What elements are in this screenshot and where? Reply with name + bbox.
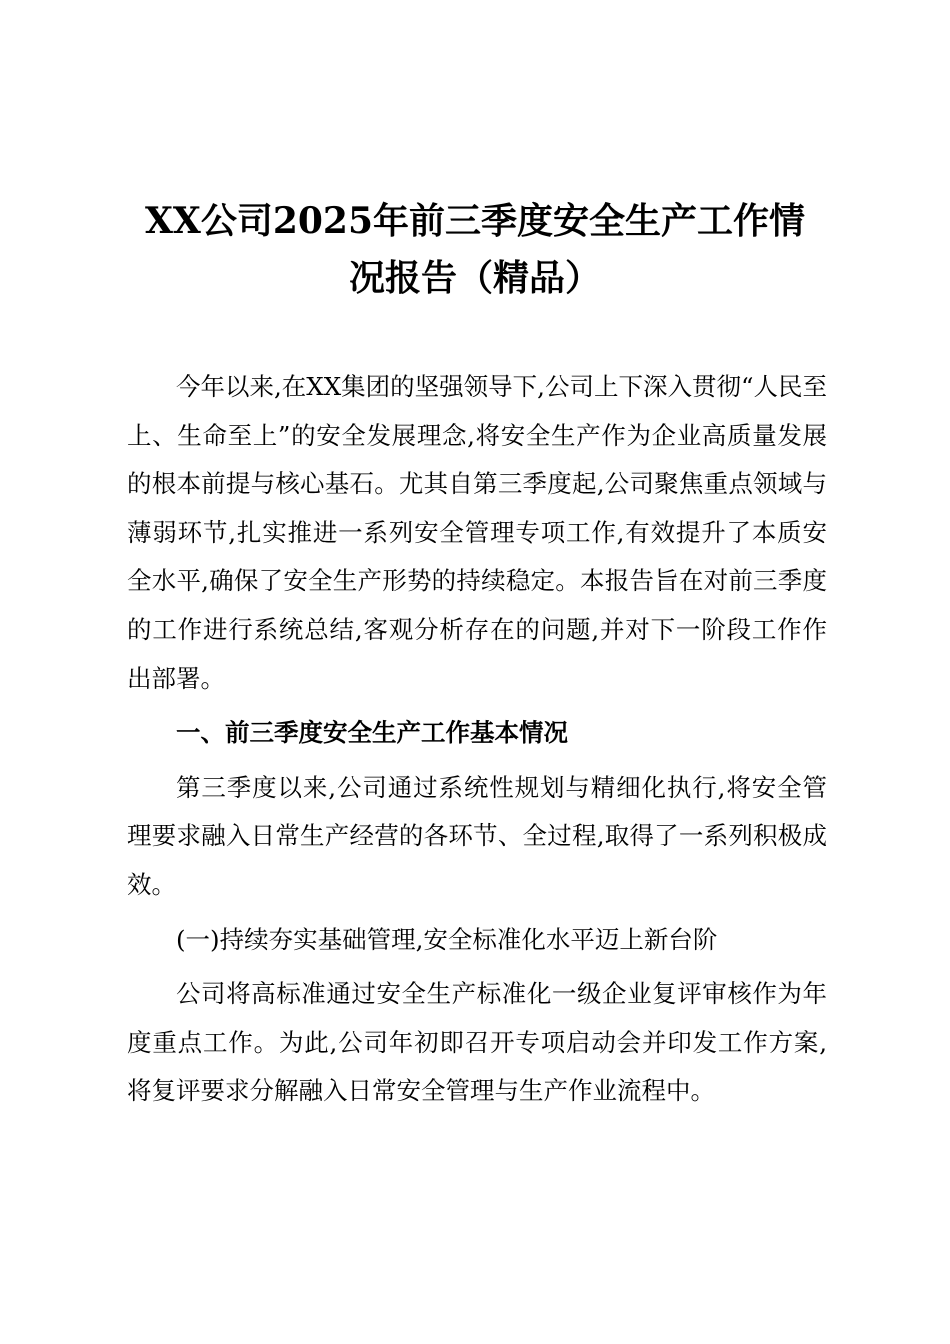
title-line-2: 况报告（精品） — [348, 257, 601, 299]
section-heading: 一、前三季度安全生产工作基本情况 — [176, 718, 568, 748]
section-paragraph: 第三季度以来,公司通过系统性规划与精细化执行,将安全管理要求融入日常生产经营的各环节、全过程,取得了一系列积极成效。 — [127, 772, 827, 899]
subsection-paragraph: 公司将高标准通过安全生产标准化一级企业复评审核作为年度重点工作。为此,公司年初即召开专项启动会并印发工作方案,将复评要求分解融入日常安全管理与生产作业流程中。 — [127, 979, 827, 1106]
document-title — [120, 193, 830, 307]
intro-paragraph: 今年以来,在XX集团的坚强领导下,公司上下深入贯彻“人民至上、生命至上”的安全发展理念,将安全生产作为企业高质量发展的根本前提与核心基石。尤其自第三季度起,公司聚焦重点领域与薄弱环节,扎实推进一系列安全管理专项工作,有效提升了本质安全水平,确保了安全生产形势的持续稳定。本报告旨在对前三季度的工作进行系统总结,客观分析存在的问题,并对下一阶段工作作出部署。 — [127, 372, 827, 693]
subsection-heading: (一)持续夯实基础管理,安全标准化水平迈上新台阶 — [176, 924, 718, 954]
title-line-1: XX公司2025年前三季度安全生产工作情 — [144, 200, 806, 242]
document-body — [127, 363, 827, 1122]
